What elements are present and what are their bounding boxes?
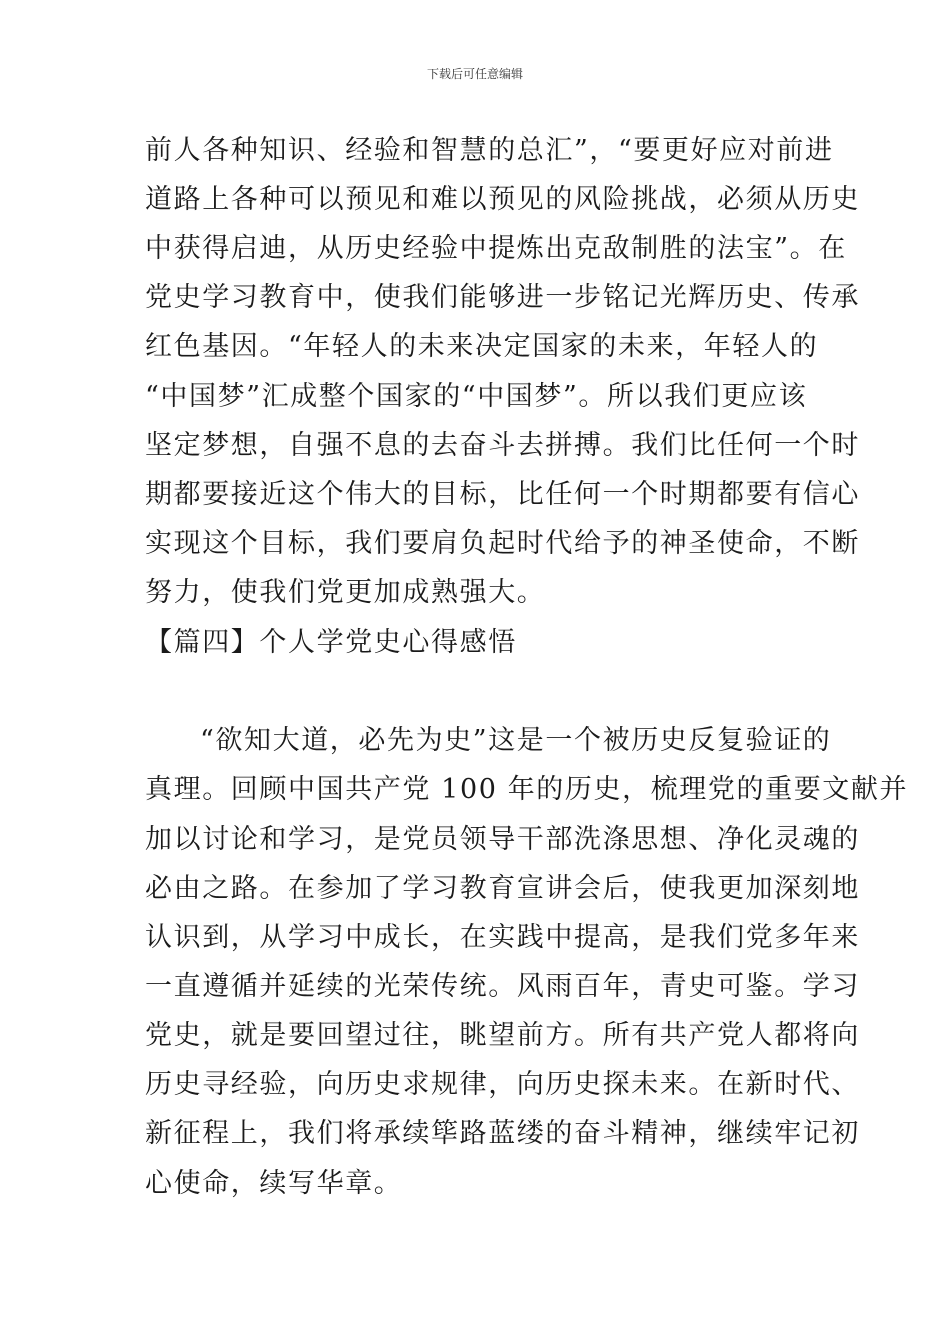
text-line: 一直遵循并延续的光荣传统。风雨百年，青史可鉴。学习 [145,971,860,1002]
text-line: 中获得启迪，从历史经验中提炼出克敌制胜的法宝”。在 [145,233,847,264]
text-line: “欲知大道，必先为史”这是一个被历史反复验证的 [200,725,832,756]
text-line: 党史学习教育中，使我们能够进一步铭记光辉历史、传承 [145,282,860,313]
text-line: “中国梦”汇成整个国家的“中国梦”。所以我们更应该 [145,381,808,412]
text-line: 党史，就是要回望过往，眺望前方。所有共产党人都将向 [145,1020,860,1051]
page-header-note: 下载后可任意编辑 [426,67,523,81]
section-heading: 【篇四】个人学党史心得感悟 [145,627,517,658]
text-line: 前人各种知识、经验和智慧的总汇”，“要更好应对前进 [145,135,834,166]
text-line: 期都要接近这个伟大的目标，比任何一个时期都要有信心 [145,479,860,510]
text-line: 加以讨论和学习，是党员领导干部洗涤思想、净化灵魂的 [145,824,860,855]
text-line: 新征程上，我们将承续筚路蓝缕的奋斗精神，继续牢记初 [145,1118,860,1149]
text-line: 道路上各种可以预见和难以预见的风险挑战，必须从历史 [145,184,860,215]
text-line: 历史寻经验，向历史求规律，向历史探未来。在新时代、 [145,1069,860,1100]
text-line: 坚定梦想，自强不息的去奋斗去拼搏。我们比任何一个时 [145,430,860,461]
text-line: 实现这个目标，我们要肩负起时代给予的神圣使命，不断 [145,528,860,559]
text-line: 努力，使我们党更加成熟强大。 [145,577,546,608]
text-line: 红色基因。“年轻人的未来决定国家的未来，年轻人的 [145,331,819,362]
text-line: 心使命，续写华章。 [145,1168,403,1199]
text-line: 真理。回顾中国共产党 100 年的历史，梳理党的重要文献并 [145,774,909,805]
text-line: 必由之路。在参加了学习教育宣讲会后，使我更加深刻地 [145,873,860,904]
text-line: 认识到，从学习中成长，在实践中提高，是我们党多年来 [145,922,860,953]
